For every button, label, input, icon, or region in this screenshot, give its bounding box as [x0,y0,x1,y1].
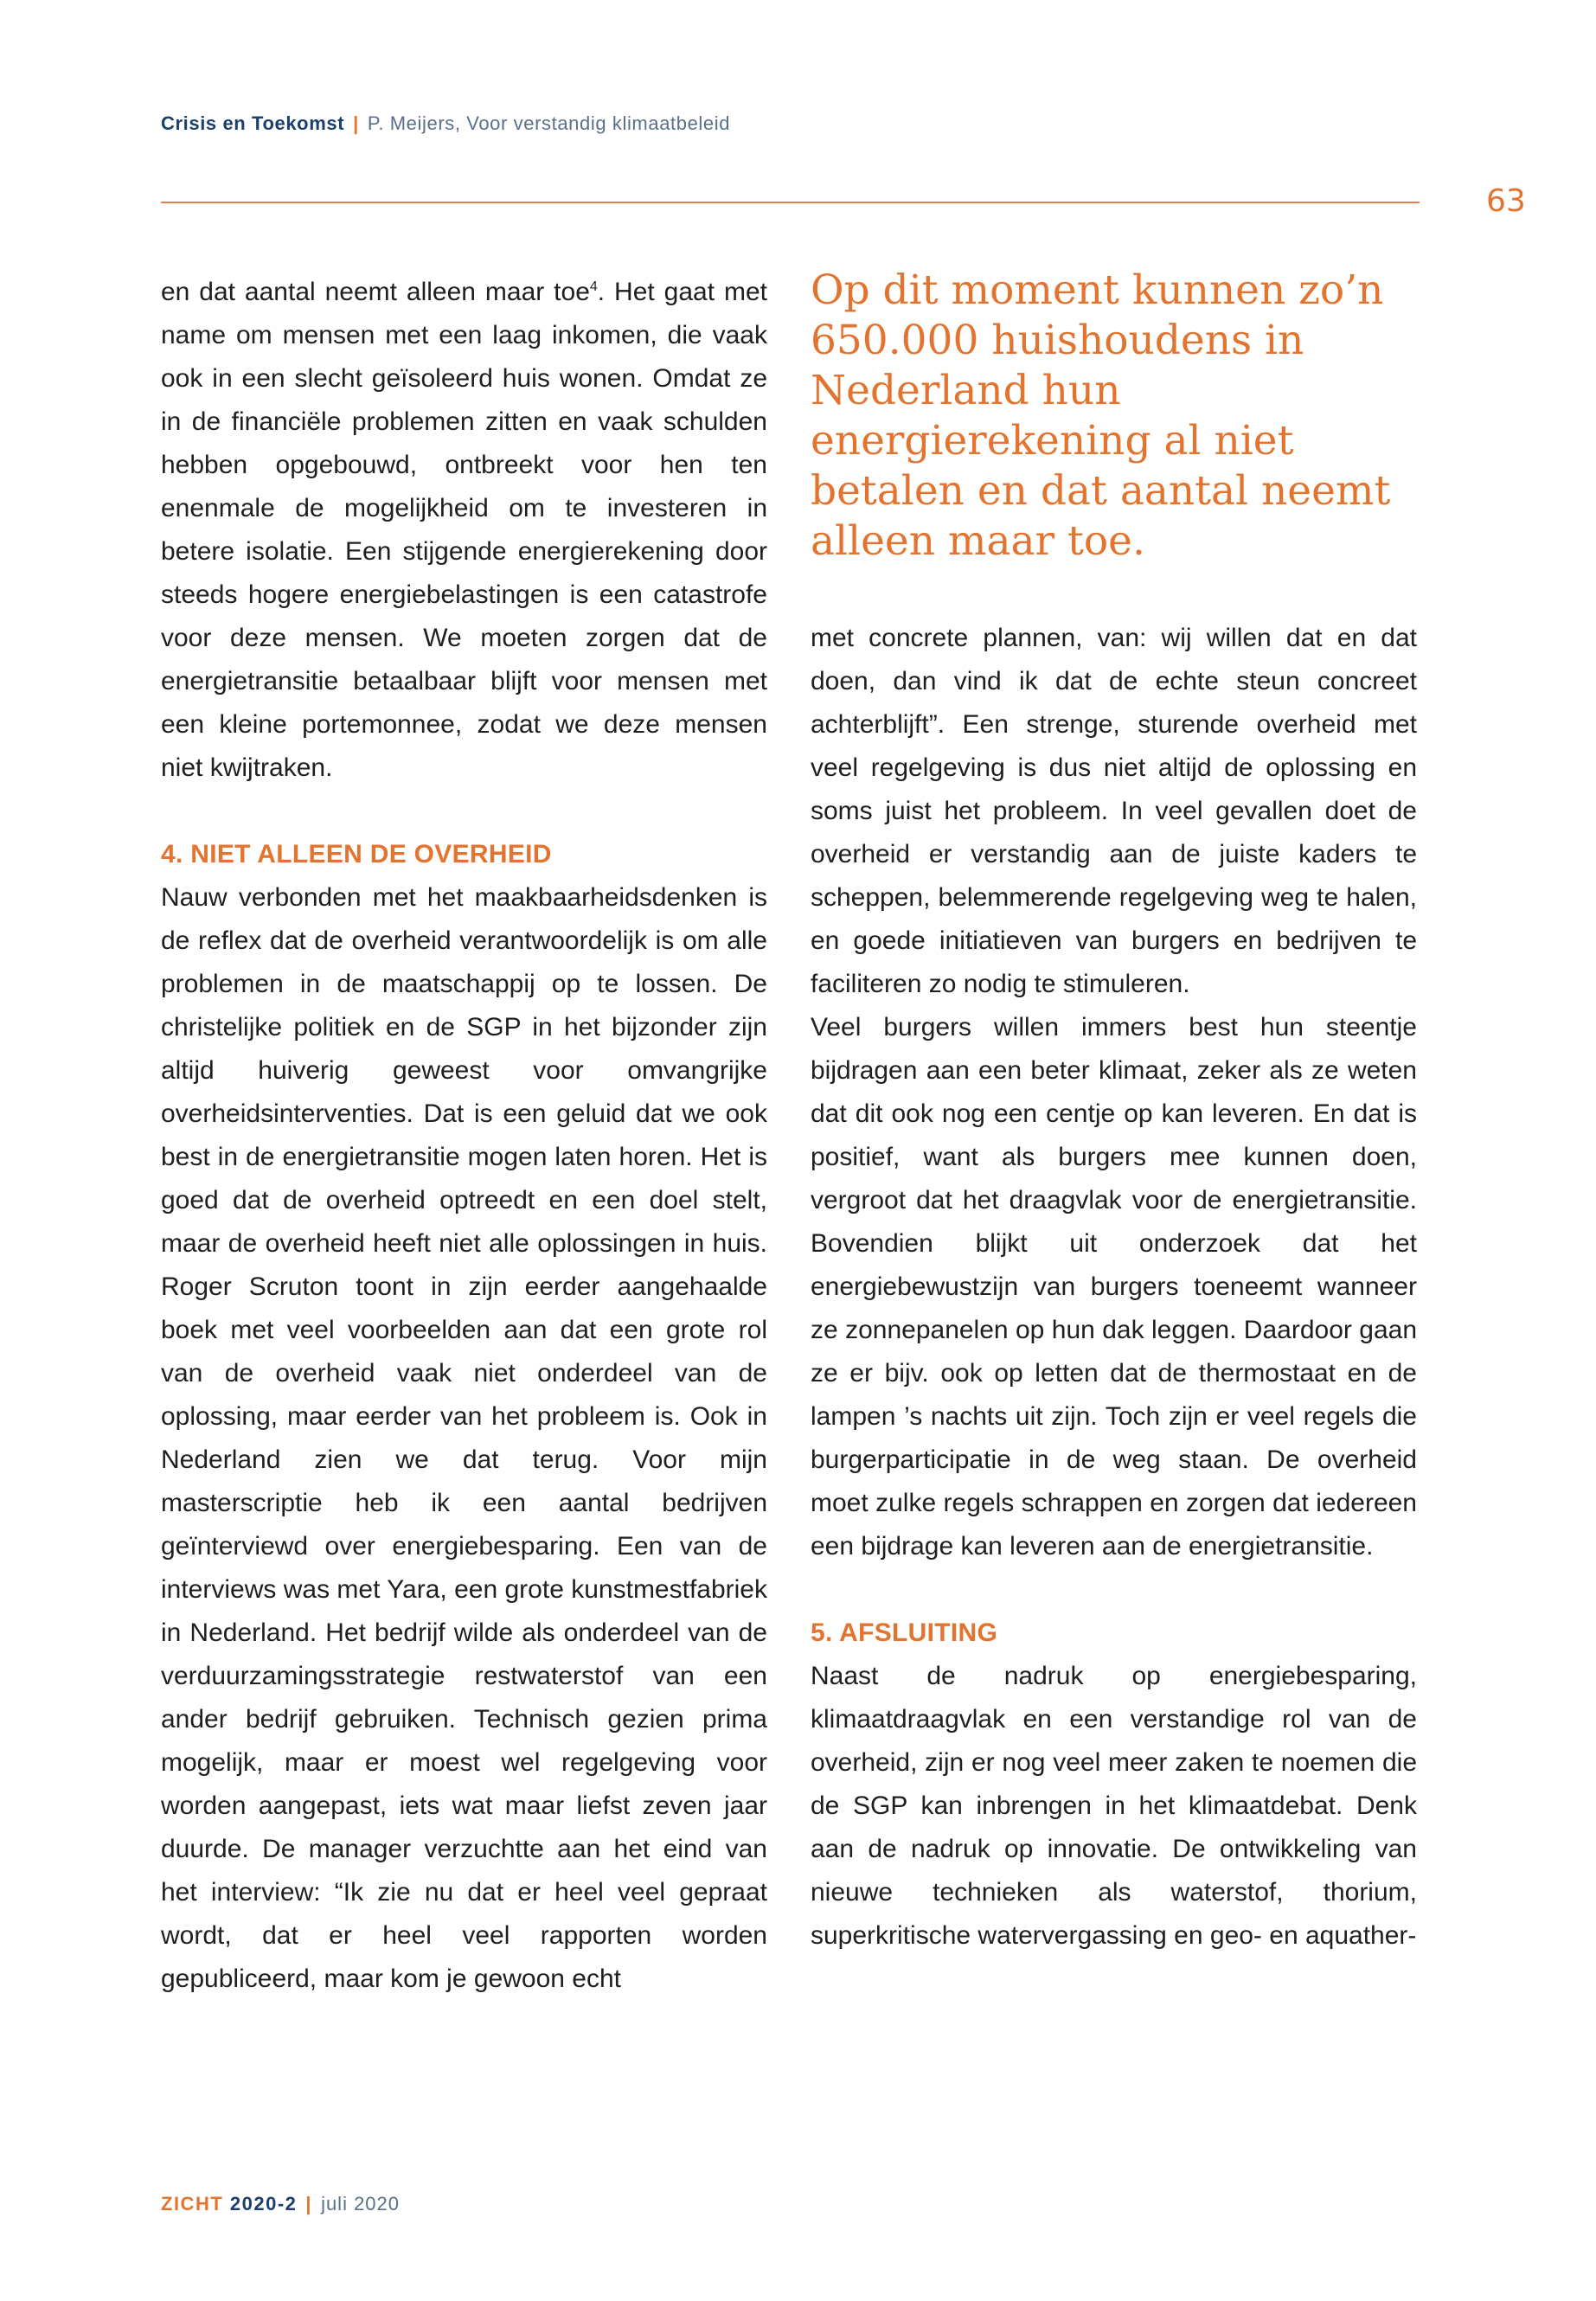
left-column [161,271,767,2001]
body-paragraph [161,271,767,790]
running-header [161,112,730,135]
article-reference: P. Meijers, Voor verstandig klimaatbeleid [367,112,731,134]
paragraph-text: en dat aantal neemt alleen maar toe [161,278,590,306]
header-rule [161,202,1420,203]
right-column [811,617,1417,1958]
footnote-reference: 4 [589,279,598,294]
body-paragraph: Veel burgers willen immers best hun steentje bijdragen aan een beter klimaat, zeker als ze weten dat dit ook nog een centje op kan leveren. En dat is positief, want als burgers mee kunnen doen, vergroot dat het draagvlak voor de energietransitie. Bovendien blijkt uit onderzoek dat het energiebewustzijn van burgers toeneemt wanneer ze zonnepanelen op hun dak leggen. Daardoor gaan ze er bijv. ook op letten dat de thermostaat en de lampen ’s nachts uit zijn. Toch zijn er veel regels die burgerparticipatie in de weg staan. De overheid moet zulke regels schrappen en zorgen dat iedereen een bijdrage kan leveren aan de energietransitie. [811,1013,1417,1561]
pull-quote: Op dit moment kunnen zo’n 650.000 huishoudens in Nederland hun energierekening al niet betalen en dat aantal neemt alleen maar toe. [811,266,1391,565]
series-title: Crisis en Toekomst [161,112,345,134]
paragraph-text: . Het gaat met name om mensen met een laag inkomen, die vaak ook in een slecht geïsoleerd huis wonen. Omdat ze in de financiële problemen zitten en vaak schulden hebben opgebouwd, ontbreekt voor hen ten enenmale de mogelijkheid om te investeren in betere isolatie. Een stijgende energierekening door steeds hogere energiebelastingen is een catastrofe voor deze mensen. We moeten zorgen dat de energietransitie betaalbaar blijft voor mensen met een kleine portemonnee, zodat we deze mensen niet kwijtraken. [161,278,767,782]
issue-date: juli 2020 [321,2193,401,2214]
footer-separator: | [305,2193,313,2214]
section-heading: 4. NIET ALLEEN DE OVERHEID [161,840,552,868]
section-heading: 5. AFSLUITING [811,1618,998,1647]
body-paragraph: Nauw verbonden met het maakbaarheidsdenken is de reflex dat de overheid verantwoordelijk is om alle problemen in de maatschappij op te lossen. De christelijke politiek en de SGP in het bijzonder zijn altijd huiverig geweest voor omvangrijke overheidsinterventies. Dat is een geluid dat we ook best in de energietransitie mogen laten horen. Het is goed dat de overheid optreedt en een doel stelt, maar de overheid heeft niet alle oplossingen in huis. Roger Scruton toont in zijn eerder aangehaalde boek met veel voorbeelden aan dat een grote rol van de overheid vaak niet onderdeel van de oplossing, maar eerder van het probleem is. Ook in Nederland zien we dat terug. Voor mijn masterscriptie heb ik een aantal bedrijven geïnterviewd over energiebesparing. Een van de interviews was met Yara, een grote kunstmestfabriek in Nederland. Het bedrijf wilde als onderdeel van de verduurzamingsstrategie restwaterstof van een ander bedrijf gebruiken. Technisch gezien prima mogelijk, maar er moest wel regelgeving voor worden aangepast, iets wat maar liefst zeven jaar duurde. De manager verzuchtte aan het eind van het interview: “Ik zie nu dat er heel veel gepraat wordt, dat er heel veel rapporten worden gepubliceerd, maar kom je gewoon echt [161,883,767,1993]
issue-number: 2020-2 [229,2193,298,2214]
page-number: 63 [1486,183,1526,219]
body-paragraph: met concrete plannen, van: wij willen dat en dat doen, dan vind ik dat de echte steun concreet achterblijft”. Een strenge, sturende overheid met veel regelgeving is dus niet altijd de oplossing en soms juist het probleem. In veel gevallen doet de overheid er verstandig aan de juiste kaders te scheppen, belemmerende regelgeving weg te halen, en goede initiatieven van burgers en bedrijven te faciliteren zo nodig te stimuleren. [811,624,1417,998]
body-paragraph: Naast de nadruk op energiebesparing, klimaatdraagvlak en een verstandige rol van de overheid, zijn er nog veel meer zaken te noemen die de SGP kan inbrengen in het klimaatdebat. Denk aan de nadruk op innovatie. De ontwikkeling van nieuwe technieken als waterstof, thorium, superkritische watervergassing en geo- en aquather- [811,1662,1417,1950]
footer [161,2193,400,2215]
header-separator: | [353,112,359,134]
magazine-name: ZICHT [161,2193,224,2214]
